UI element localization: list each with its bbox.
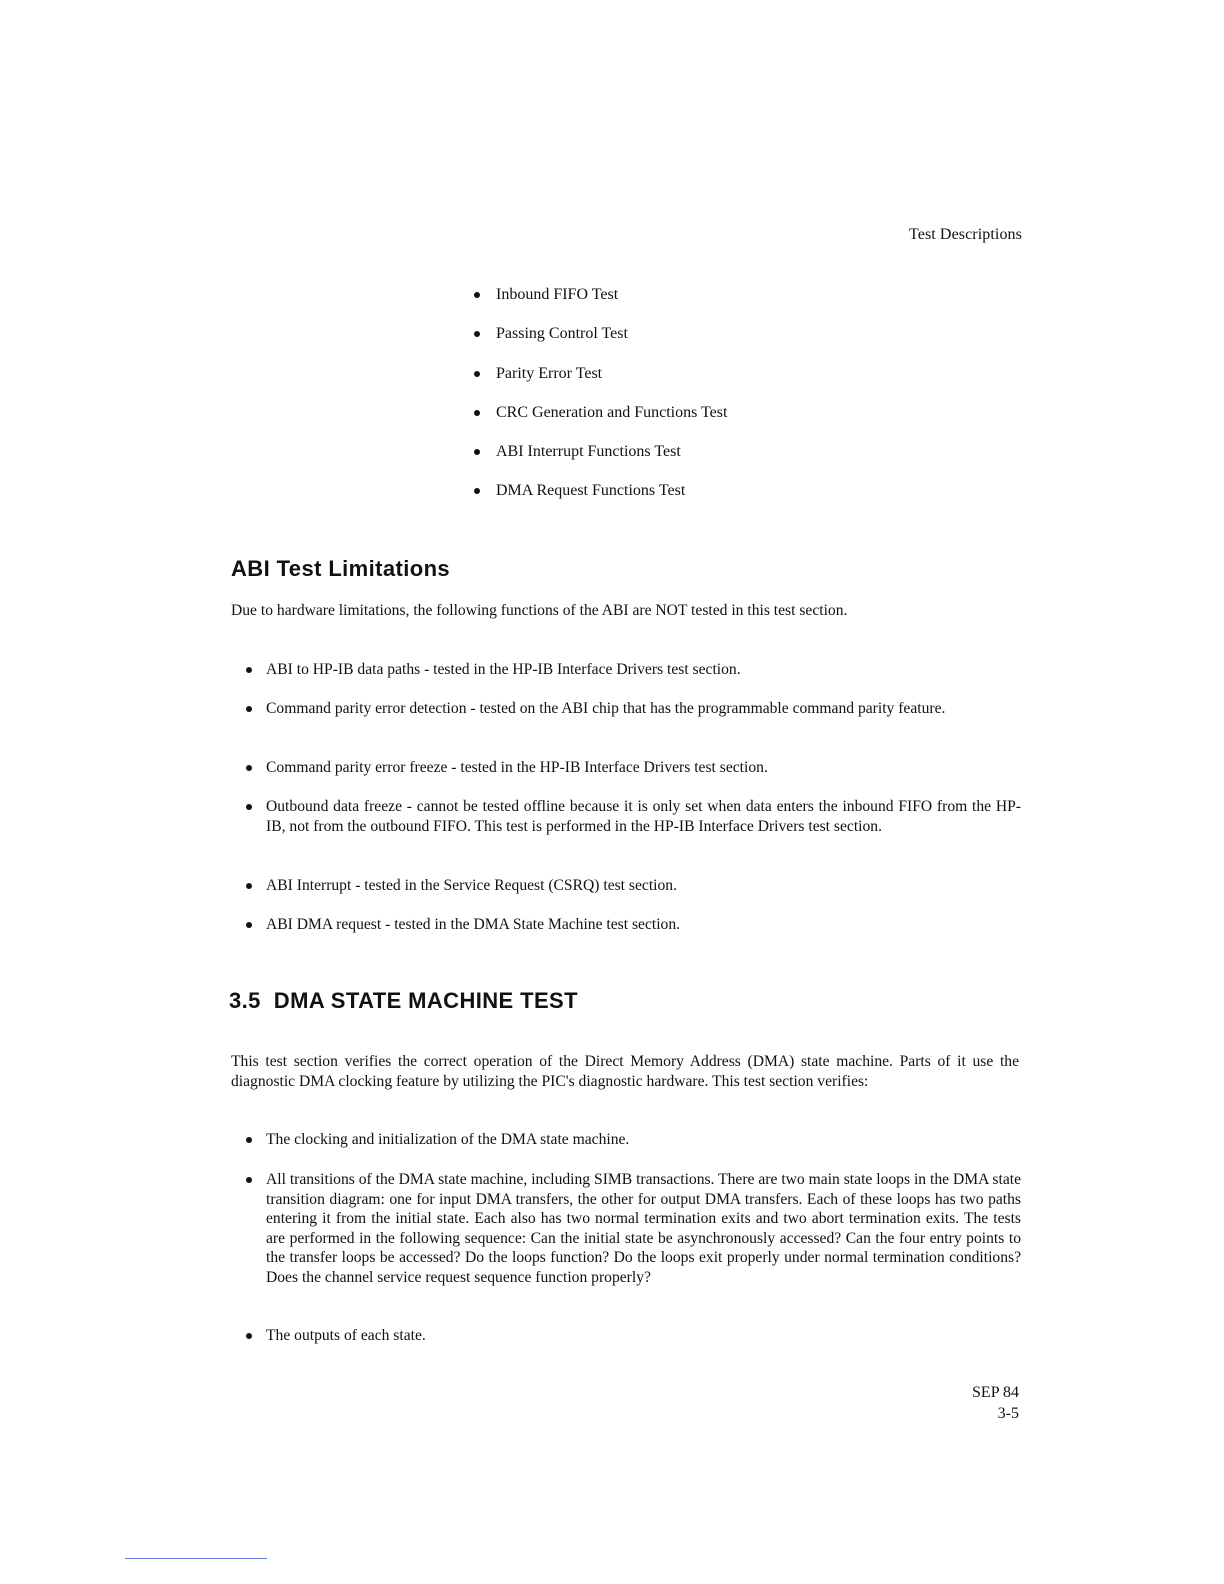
bullet-icon (474, 331, 480, 337)
bullet-icon (246, 706, 252, 712)
list-item: The clocking and initialization of the DMA state machine. (231, 1130, 1021, 1150)
dma-section-intro: This test section verifies the correct operation of the Direct Memory Address (DMA) state machine. Parts of it use the diagnostic DMA clocking feature by utilizing the PIC's diagnostic hardware. This test section verifies: (231, 1053, 1019, 1090)
list-item: CRC Generation and Functions Test (471, 403, 727, 442)
list-item: ABI Interrupt - tested in the Service Request (CSRQ) test section. (231, 876, 1021, 896)
list-item: Command parity error detection - tested on the ABI chip that has the programmable command parity feature. (231, 699, 1021, 719)
bullet-icon (246, 804, 252, 810)
list-item: All transitions of the DMA state machine, including SIMB transactions. There are two main state loops in the DMA state transition diagram: one for input DMA transfers, the other for output DMA transfers. Each of these loops has two paths entering it from the initial state. Each also has two normal termination exits and two abort termination exits. The tests are performed in the following sequence: Can the initial state be asynchronously accessed? Can the four entry points to the transfer loops be accessed? Do the loops function? Do the loops exit properly under normal termination conditions? Does the channel service request sequence function properly? (231, 1170, 1021, 1287)
footer-date: SEP 84 (972, 1384, 1019, 1401)
list-item: Parity Error Test (471, 364, 727, 403)
bullet-icon (246, 883, 252, 889)
bullet-icon (246, 922, 252, 928)
bullet-icon (246, 1177, 252, 1183)
bullet-icon (474, 488, 480, 494)
abi-limitations-heading: ABI Test Limitations (231, 556, 451, 581)
list-item: Passing Control Test (471, 324, 727, 363)
dma-section-heading: 3.5 DMA STATE MACHINE TEST (229, 988, 578, 1013)
list-item: Inbound FIFO Test (471, 285, 727, 324)
bullet-icon (474, 292, 480, 298)
bullet-icon (246, 667, 252, 673)
list-item: ABI Interrupt Functions Test (471, 442, 727, 481)
bullet-icon (246, 1137, 252, 1143)
list-item: ABI DMA request - tested in the DMA State Machine test section. (231, 915, 1021, 935)
continued-test-list (471, 285, 727, 521)
scan-edge-line (125, 1558, 267, 1559)
list-item: DMA Request Functions Test (471, 481, 727, 520)
running-header: Test Descriptions (908, 226, 1022, 243)
bullet-icon (474, 449, 480, 455)
list-item: Outbound data freeze - cannot be tested offline because it is only set when data enters the inbound FIFO from the HP-IB, not from the outbound FIFO. This test is performed in the HP-IB Interface Drivers test section. (231, 797, 1021, 836)
bullet-icon (246, 1333, 252, 1339)
list-item: The outputs of each state. (231, 1326, 1021, 1346)
bullet-icon (474, 371, 480, 377)
list-item: ABI to HP-IB data paths - tested in the HP-IB Interface Drivers test section. (231, 660, 1021, 680)
bullet-icon (474, 410, 480, 416)
bullet-icon (246, 765, 252, 771)
abi-limitations-intro: Due to hardware limitations, the following functions of the ABI are NOT tested in this test section. (231, 602, 848, 619)
page-number: 3-5 (997, 1405, 1019, 1422)
list-item: Command parity error freeze - tested in the HP-IB Interface Drivers test section. (231, 758, 1021, 778)
